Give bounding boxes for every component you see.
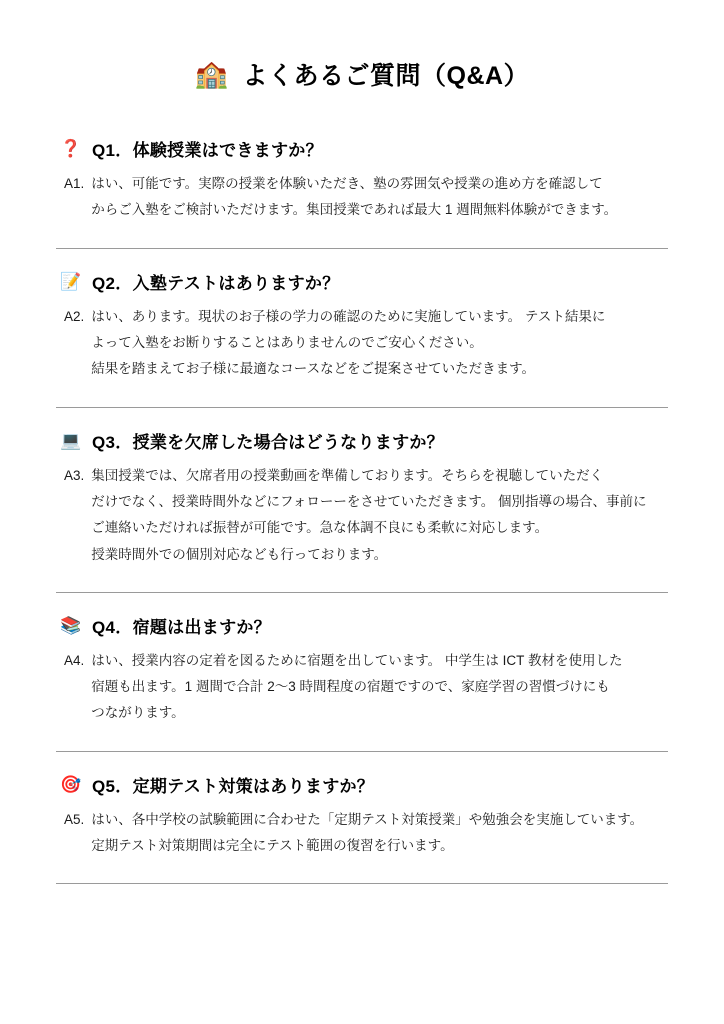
faq-answer-body	[91, 171, 617, 224]
faq-answer-line: ご連絡いただければ振替が可能です。急な体調不良にも柔軟に対応します。	[91, 520, 549, 536]
faq-answer-line: 定期テスト対策期間は完全にテスト範囲の復習を行います。	[91, 838, 454, 854]
faq-answer-body	[91, 463, 646, 568]
computer-monitor-icon: 💻	[60, 430, 82, 450]
faq-question	[60, 613, 668, 638]
faq-answer-line: はい、可能です。実際の授業を体験いただき、塾の雰囲気や授業の進め方を確認して	[91, 176, 603, 191]
faq-answer-line: 集団授業では、欠席者用の授業動画を準備しております。そちらを視聴していただく	[91, 467, 604, 483]
faq-answer-line: はい、各中学校の試験範囲に合わせた「定期テスト対策授業」や勉強会を実施しています。	[91, 811, 644, 827]
faq-answer-label: A3.	[64, 467, 85, 483]
red-question-mark-icon: ❓	[60, 139, 82, 158]
faq-list	[56, 136, 668, 884]
faq-answer	[64, 171, 668, 224]
faq-answer-body	[91, 807, 643, 860]
faq-answer-line: よって入塾をお断りすることはありませんのでご安心ください。	[91, 334, 483, 350]
faq-answer-body	[91, 648, 622, 727]
faq-answer	[64, 807, 668, 860]
faq-item	[56, 772, 668, 878]
faq-question	[60, 136, 668, 161]
faq-answer-line: だけでなく、授業時間外などにフォローーをさせていただきます。 個別指導の場合、事前に	[91, 493, 647, 509]
faq-answer-label: A5.	[64, 811, 85, 827]
faq-answer-label: A4.	[64, 652, 85, 668]
faq-question-text: Q2．入塾テストはありますか？	[92, 273, 340, 293]
faq-question	[60, 428, 668, 453]
faq-answer	[64, 463, 668, 568]
faq-item	[56, 269, 668, 401]
faq-answer	[64, 304, 668, 383]
faq-question	[60, 269, 668, 294]
faq-answer	[64, 648, 668, 727]
faq-item	[56, 136, 668, 242]
memo-pencil-icon: 📝	[60, 271, 82, 291]
divider	[56, 248, 668, 249]
divider	[56, 592, 668, 593]
faq-answer-line: 宿題も出ます。1 週間で合計 2〜3 時間程度の宿題ですので、家庭学習の習慣づけにも	[91, 679, 610, 695]
faq-answer-label: A1.	[64, 176, 85, 191]
faq-answer-line: からご入塾をご検討いただけます。集団授業であれば最大 1 週間無料体験ができます。	[91, 202, 618, 218]
divider	[56, 883, 668, 884]
faq-answer-line: 結果を踏まえてお子様に最適なコースなどをご提案させていただきます。	[91, 361, 536, 377]
faq-answer-line: つながります。	[91, 705, 185, 721]
faq-item	[56, 428, 668, 586]
faq-answer-line: はい、あります。現状のお子様の学力の確認のために実施しています。 テスト結果に	[91, 308, 606, 324]
books-icon: 📚	[60, 615, 82, 635]
divider	[56, 751, 668, 752]
faq-answer-line: 授業時間外での個別対応なども行っております。	[91, 546, 388, 562]
faq-question-text: Q1．体験授業はできますか？	[92, 141, 323, 160]
school-building-icon: 🏫	[194, 58, 229, 89]
faq-answer-body	[91, 304, 605, 383]
faq-question-text: Q4．宿題は出ますか？	[92, 617, 271, 637]
divider	[56, 407, 668, 408]
faq-answer-line: はい、授業内容の定着を図るために宿題を出しています。 中学生は ICT 教材を使用した	[91, 652, 623, 668]
faq-item	[56, 613, 668, 745]
faq-question	[60, 772, 668, 797]
faq-question-text: Q5．定期テスト対策はありますか？	[92, 776, 375, 796]
faq-answer-label: A2.	[64, 308, 85, 324]
page-title	[56, 56, 668, 92]
dart-target-icon: 🎯	[60, 774, 82, 794]
faq-question-text: Q3．授業を欠席した場合はどうなりますか？	[92, 432, 444, 452]
page-title-text: よくあるご質問（Q&A）	[242, 62, 530, 90]
